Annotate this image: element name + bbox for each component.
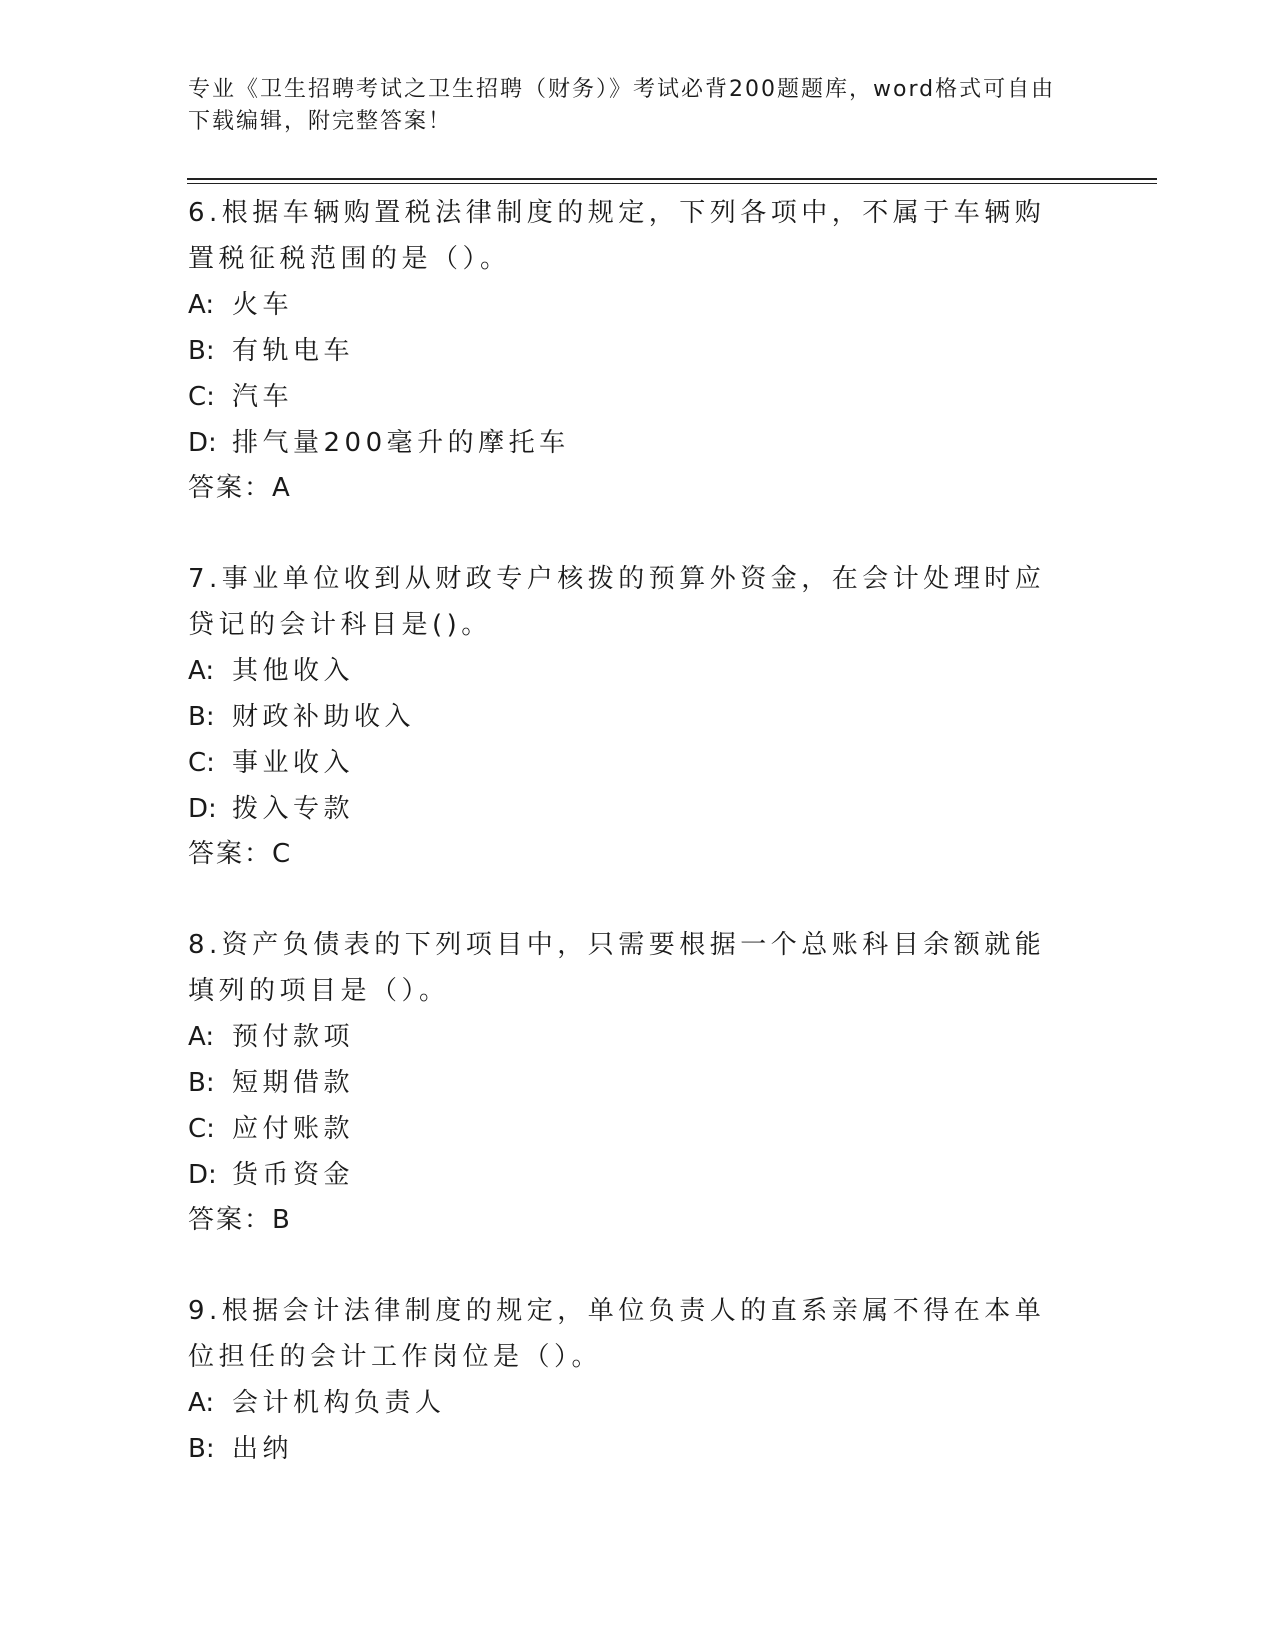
- document-header: 专业《卫生招聘考试之卫生招聘（财务）》考试必背200题题库，word格式可自由下载编辑，附完整答案！: [188, 77, 1056, 134]
- option-letter: A:: [188, 290, 215, 320]
- option-letter: B:: [188, 1434, 215, 1464]
- option-letter: D:: [188, 794, 217, 824]
- answer-label: 答案：C: [188, 839, 293, 869]
- answer-label: 答案：A: [188, 473, 292, 503]
- option-text: 其他收入: [232, 656, 355, 686]
- option-text: 应付账款: [232, 1114, 355, 1144]
- option-text: 出纳: [232, 1434, 294, 1464]
- option-b: [188, 328, 1068, 374]
- option-letter: A:: [188, 1388, 215, 1418]
- option-b: [188, 1426, 1068, 1472]
- option-text: 有轨电车: [232, 336, 355, 366]
- option-d: [188, 1152, 1068, 1198]
- option-b: [188, 1060, 1068, 1106]
- option-a: [188, 1014, 1068, 1060]
- answer-label: 答案：B: [188, 1205, 292, 1235]
- option-text: 排气量200毫升的摩托车: [232, 428, 570, 458]
- option-letter: A:: [188, 1022, 215, 1052]
- question-6: [188, 190, 1068, 510]
- option-c: [188, 374, 1068, 420]
- question-stem: 8.资产负债表的下列项目中，只需要根据一个总账科目余额就能填列的项目是（）。: [188, 930, 1046, 1006]
- option-letter: C:: [188, 748, 215, 778]
- option-text: 预付款项: [232, 1022, 355, 1052]
- option-letter: D:: [188, 1160, 217, 1190]
- option-d: [188, 420, 1068, 466]
- option-text: 拨入专款: [232, 794, 355, 824]
- option-text: 短期借款: [232, 1068, 355, 1098]
- question-stem: 6.根据车辆购置税法律制度的规定，下列各项中，不属于车辆购置税征税范围的是（）。: [188, 198, 1046, 274]
- option-text: 火车: [232, 290, 294, 320]
- option-text: 事业收入: [232, 748, 355, 778]
- option-a: [188, 1380, 1068, 1426]
- option-letter: B:: [188, 702, 215, 732]
- header-divider-thin: [187, 183, 1157, 184]
- question-7: [188, 556, 1068, 876]
- question-list: [188, 190, 1068, 1518]
- option-a: [188, 648, 1068, 694]
- option-d: [188, 786, 1068, 832]
- question-9: [188, 1288, 1068, 1472]
- option-letter: C:: [188, 382, 215, 412]
- option-c: [188, 1106, 1068, 1152]
- option-a: [188, 282, 1068, 328]
- option-text: 财政补助收入: [232, 702, 416, 732]
- option-b: [188, 694, 1068, 740]
- option-letter: B:: [188, 336, 215, 366]
- option-text: 汽车: [232, 382, 294, 412]
- question-8: [188, 922, 1068, 1242]
- option-letter: B:: [188, 1068, 215, 1098]
- option-letter: C:: [188, 1114, 215, 1144]
- option-letter: A:: [188, 656, 215, 686]
- question-stem: 7.事业单位收到从财政专户核拨的预算外资金，在会计处理时应贷记的会计科目是()。: [188, 564, 1046, 640]
- question-stem: 9.根据会计法律制度的规定，单位负责人的直系亲属不得在本单位担任的会计工作岗位是（）。: [188, 1296, 1046, 1372]
- option-text: 会计机构负责人: [232, 1388, 446, 1418]
- option-text: 货币资金: [232, 1160, 355, 1190]
- header-divider-thick: [187, 178, 1157, 180]
- option-c: [188, 740, 1068, 786]
- option-letter: D:: [188, 428, 217, 458]
